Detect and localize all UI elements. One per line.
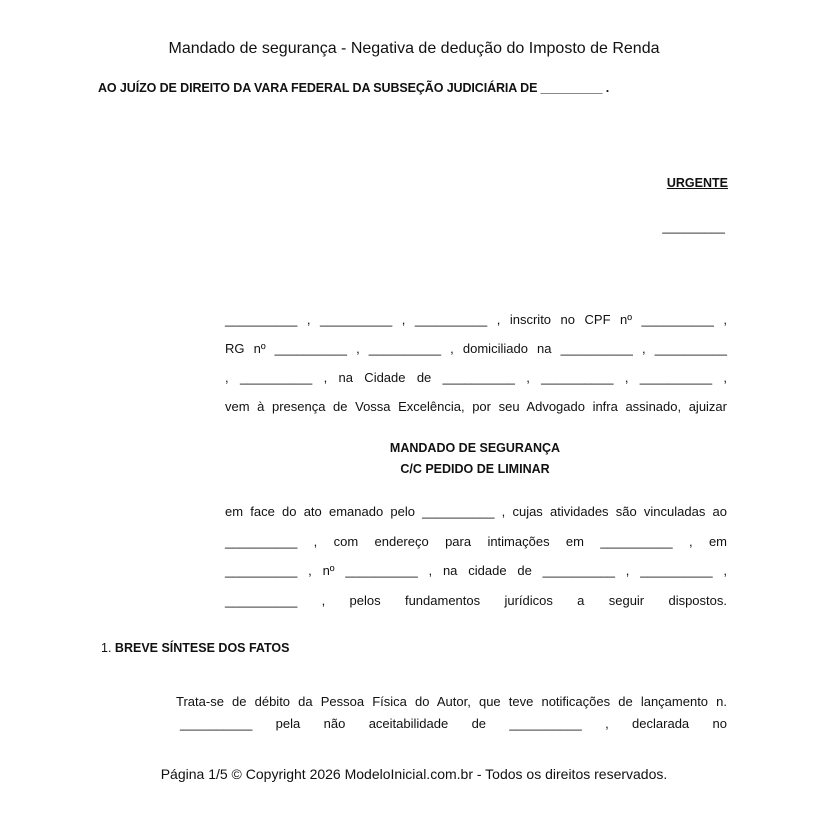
qualification-line-4: vem à presença de Vossa Excelência, por seu Advogado infra assinado, ajuizar — [225, 399, 727, 414]
urgent-label: URGENTE — [666, 176, 728, 190]
section-title: BREVE SÍNTESE DOS FATOS — [114, 641, 290, 655]
document-header-title: Mandado de segurança - Negativa de dedução do Imposto de Renda — [168, 40, 660, 57]
grounds-line-1: em face do ato emanado pelo __________ , cujas atividades são vinculadas ao — [225, 504, 727, 519]
action-title-line-2: C/C PEDIDO DE LIMINAR — [400, 462, 550, 476]
grounds-line-4: __________ , pelos fundamentos jurídicos a seguir dispostos. — [225, 593, 727, 608]
qualification-line-1: __________ , __________ , __________ , inscrito no CPF nº __________ , — [225, 312, 727, 327]
facts-line-2: __________ pela não aceitabilidade de __________ , declarada no — [180, 716, 727, 731]
grounds-line-3: __________ , nº __________ , na cidade de __________ , __________ , — [225, 563, 727, 578]
facts-line-1: Trata-se de débito da Pessoa Física do Autor, que teve notificações de lançamento n. — [176, 694, 727, 709]
court-addressee: AO JUÍZO DE DIREITO DA VARA FEDERAL DA SUBSEÇÃO JUDICIÁRIA DE _________ . — [98, 81, 610, 95]
action-title-line-1: MANDADO DE SEGURANÇA — [389, 441, 561, 455]
page-footer: Página 1/5 © Copyright 2026 ModeloInicial.com.br - Todos os direitos reservados. — [160, 766, 668, 782]
grounds-line-2: __________ , com endereço para intimações em __________ , em — [225, 534, 727, 549]
section-heading — [101, 641, 290, 655]
urgent-blank-line: _________ — [662, 220, 725, 234]
qualification-line-3: , __________ , na Cidade de __________ , __________ , __________ , — [225, 370, 727, 385]
section-number: 1. — [101, 641, 112, 655]
qualification-line-2: RG nº __________ , __________ , domiciliado na __________ , __________ — [225, 341, 727, 356]
